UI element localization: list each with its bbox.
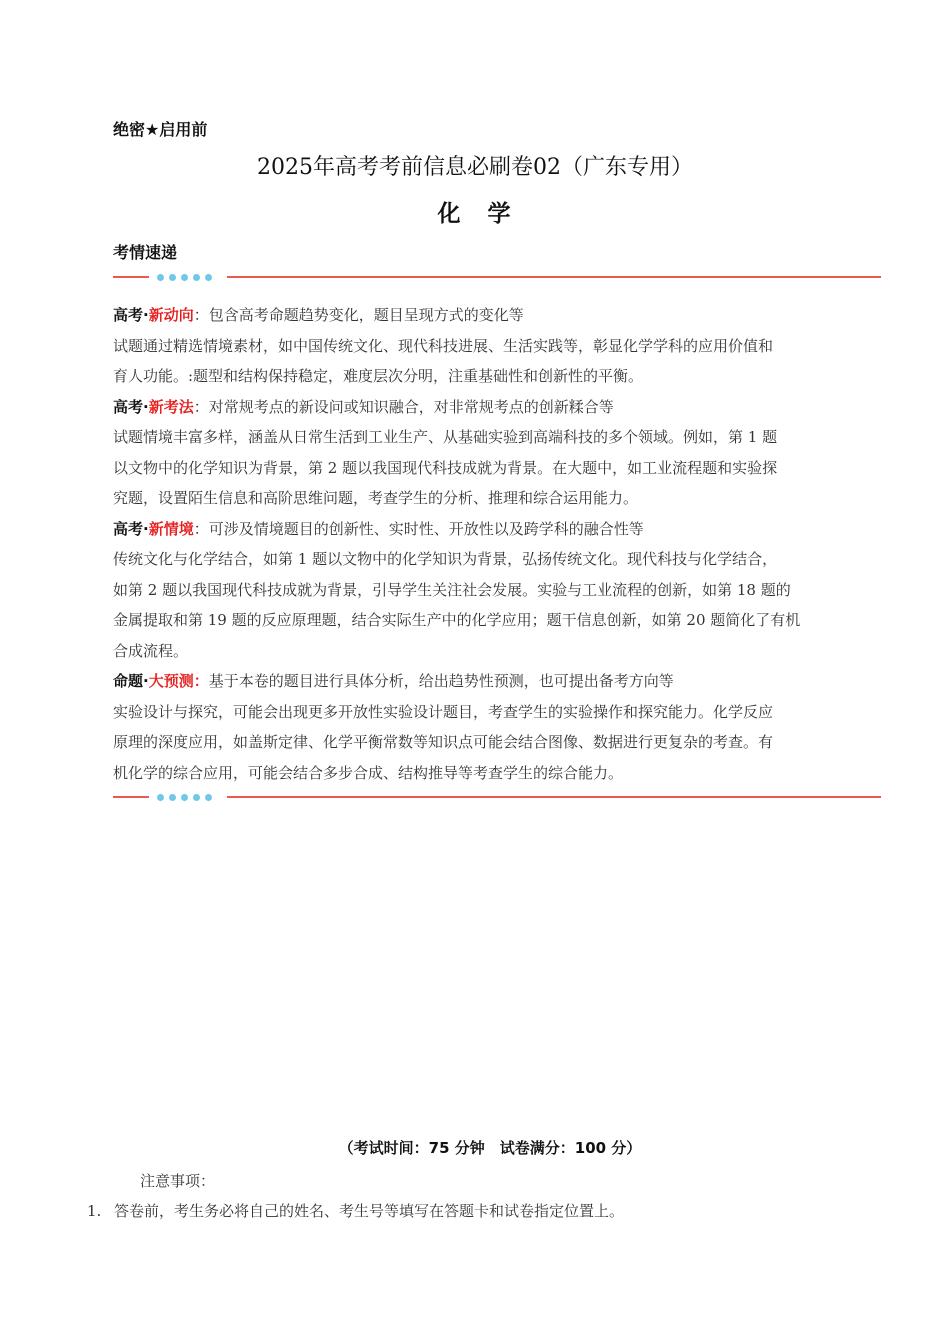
section-line: 机化学的综合应用，可能会结合多步合成、结构推导等考查学生的综合能力。	[113, 763, 624, 782]
section-prefix: 高考·	[113, 306, 149, 324]
section-prefix: 高考·	[113, 519, 149, 538]
notice-item	[87, 1200, 624, 1221]
section-line: 育人功能。:题型和结构保持稳定，难度层次分明，注重基础性和创新性的平衡。	[113, 367, 644, 385]
section-highlight: 新情境	[148, 519, 194, 538]
section-line: 原理的深度应用，如盖斯定律、化学平衡常数等知识点可能会结合图像、数据进行更复杂的考查。有	[113, 733, 774, 751]
subject-title: 化 学	[437, 200, 513, 227]
section-colon: ：	[193, 306, 209, 324]
notice-item-text: 答卷前，考生务必将自己的姓名、考生号等填写在答题卡和试卷指定位置上。	[114, 1202, 625, 1220]
exam-time-score: （考试时间：75 分钟 试卷满分：100 分）	[338, 1139, 642, 1157]
top-divider	[113, 272, 881, 282]
section-line: 究题，设置陌生信息和高阶思维问题，考查学生的分析、推理和综合运用能力。	[113, 489, 639, 507]
section-title	[113, 392, 873, 423]
section-prefix: 高考·	[113, 397, 149, 416]
section-title	[113, 300, 873, 331]
section-summary: 基于本卷的题目进行具体分析，给出趋势性预测，也可提出备考方向等	[208, 672, 674, 690]
section-line: 合成流程。	[113, 641, 189, 660]
overview-heading: 考情速递	[113, 243, 178, 262]
section-line: 如第 2 题以我国现代科技成就为背景，引导学生关注社会发展。实验与工业流程的创新，如第 18 题的	[113, 580, 791, 599]
section-line: 试题情境丰富多样，涵盖从日常生活到工业生产、从基础实验到高端科技的多个领域。例如，第 1 题	[113, 428, 778, 446]
secret-mark: 绝密★启用前	[113, 120, 208, 139]
section-highlight: 新考法	[148, 397, 194, 416]
notice-title: 注意事项：	[140, 1172, 216, 1190]
page-title: 2025年高考考前信息必刷卷02（广东专用）	[257, 155, 693, 180]
overview-content	[113, 300, 873, 788]
section-line: 金属提取和第 19 题的反应原理题，结合实际生产中的化学应用；题干信息创新，如第 20 题简化了有机	[113, 611, 801, 629]
section-prefix: 命题·	[113, 672, 149, 690]
section-highlight: 大预测：	[148, 672, 209, 690]
section-colon: ：	[193, 397, 209, 416]
section-line: 传统文化与化学结合，如第 1 题以文物中的化学知识为背景，弘扬传统文化。现代科技与化学结合，	[113, 550, 778, 568]
bottom-divider	[113, 792, 881, 802]
section-line: 试题通过精选情境素材，如中国传统文化、现代科技进展、生活实践等，彰显化学学科的应用价值和	[113, 336, 774, 355]
notice-item-number: 1.	[87, 1202, 102, 1220]
section-summary: 包含高考命题趋势变化，题目呈现方式的变化等	[208, 306, 524, 324]
section-title	[113, 666, 873, 697]
section-summary: 可涉及情境题目的创新性、实时性、开放性以及跨学科的融合性等	[208, 519, 644, 538]
section-colon: ：	[193, 519, 209, 538]
section-line: 实验设计与探究，可能会出现更多开放性实验设计题目，考查学生的实验操作和探究能力。化学反应	[113, 702, 774, 721]
section-line: 以文物中的化学知识为背景，第 2 题以我国现代科技成就为背景。在大题中，如工业流程题和实验探	[113, 458, 778, 477]
section-highlight: 新动向	[148, 306, 194, 324]
section-title	[113, 514, 873, 545]
section-summary: 对常规考点的新设问或知识融合，对非常规考点的创新糅合等	[208, 397, 614, 416]
